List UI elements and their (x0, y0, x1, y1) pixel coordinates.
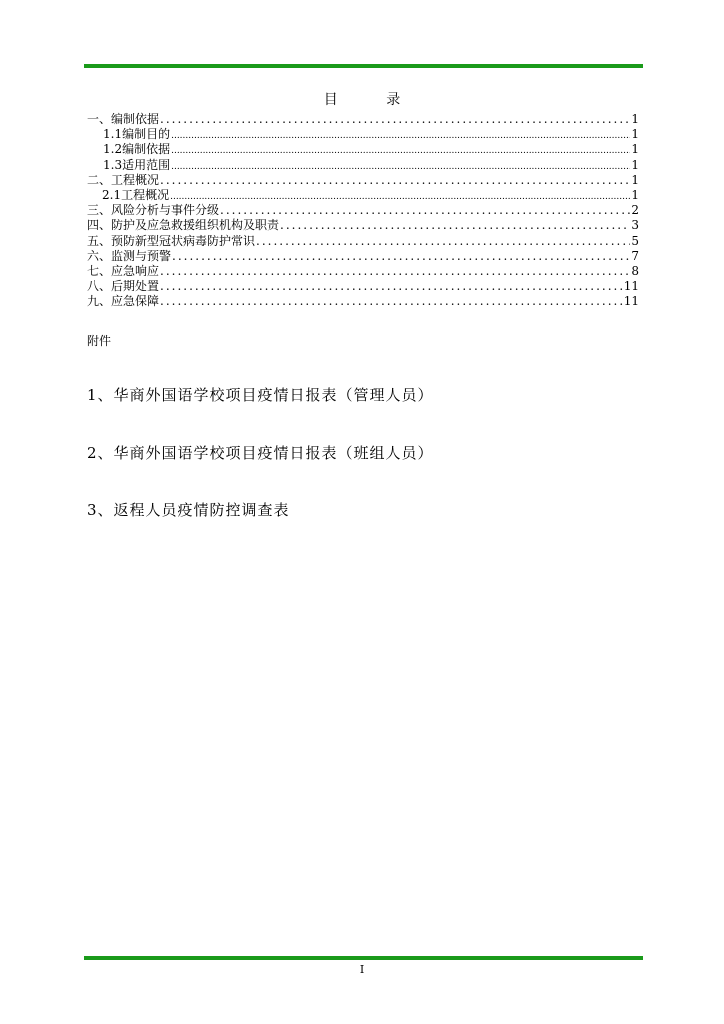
toc-entry[interactable] (87, 173, 639, 188)
toc-entry-label: 1.3适用范围 (103, 157, 171, 172)
table-of-contents (87, 112, 639, 309)
toc-leader (171, 129, 630, 144)
toc-entry[interactable] (87, 158, 639, 173)
attachment-item: 2、华商外国语学校项目疫情日报表（班组人员） (87, 444, 434, 462)
attachment-item: 1、华商外国语学校项目疫情日报表（管理人员） (87, 386, 434, 404)
toc-entry-label: 四、防护及应急救援组织机构及职责 (87, 218, 280, 233)
toc-entry[interactable] (87, 279, 639, 294)
toc-entry[interactable] (87, 294, 639, 309)
toc-entry-label: 三、风险分析与事件分级 (87, 203, 220, 218)
attachment-item: 3、返程人员疫情防控调查表 (87, 501, 290, 519)
toc-leader (172, 249, 630, 264)
toc-entry-label: 七、应急响应 (87, 263, 160, 278)
toc-entry-label: 五、预防新型冠状病毒防护常识 (87, 233, 256, 248)
toc-entry[interactable] (87, 127, 639, 142)
toc-entry[interactable] (87, 264, 639, 279)
toc-entry-label: 六、监测与预警 (87, 248, 172, 263)
toc-entry-page: 11 (623, 279, 639, 294)
toc-entry-label: 二、工程概况 (87, 172, 160, 187)
appendix-heading: 附件 (87, 334, 112, 348)
toc-entry-label: 九、应急保障 (87, 294, 160, 309)
toc-leader (160, 294, 623, 309)
toc-entry[interactable] (87, 203, 639, 218)
toc-title: 目 录 (323, 92, 423, 108)
toc-entry-page: 5 (631, 233, 639, 248)
toc-entry-page: 1 (631, 157, 639, 172)
toc-entry[interactable] (87, 249, 639, 264)
toc-entry-page: 1 (631, 127, 639, 142)
toc-leader (160, 112, 630, 127)
toc-entry[interactable] (87, 234, 639, 249)
toc-leader (160, 264, 630, 279)
footer-rule (84, 956, 643, 960)
toc-leader (256, 234, 630, 249)
toc-entry-label: 1.2编制依据 (103, 142, 171, 157)
toc-entry-page: 8 (631, 263, 639, 278)
toc-leader (220, 203, 630, 218)
toc-entry[interactable] (87, 142, 639, 157)
toc-entry-page: 7 (631, 248, 639, 263)
toc-entry-page: 2 (631, 203, 639, 218)
toc-entry-page: 1 (631, 172, 639, 187)
toc-leader (160, 279, 623, 294)
toc-entry[interactable] (87, 188, 639, 203)
toc-entry-page: 1 (631, 112, 639, 126)
toc-entry-label: 2.1工程概况 (102, 187, 170, 202)
page-number: I (359, 963, 365, 976)
toc-entry-page: 1 (631, 187, 639, 202)
toc-entry-page: 11 (623, 294, 639, 309)
toc-entry-page: 3 (631, 218, 639, 233)
toc-entry-label: 一、编制依据 (87, 112, 160, 126)
toc-entry[interactable] (87, 112, 639, 127)
toc-entry-page: 1 (631, 142, 639, 157)
toc-entry-label: 1.1编制目的 (103, 127, 171, 142)
header-rule (84, 64, 643, 68)
toc-entry[interactable] (87, 218, 639, 233)
toc-entry-label: 八、后期处置 (87, 279, 160, 294)
toc-leader (160, 173, 630, 188)
toc-leader (171, 144, 630, 159)
toc-leader (280, 218, 630, 233)
